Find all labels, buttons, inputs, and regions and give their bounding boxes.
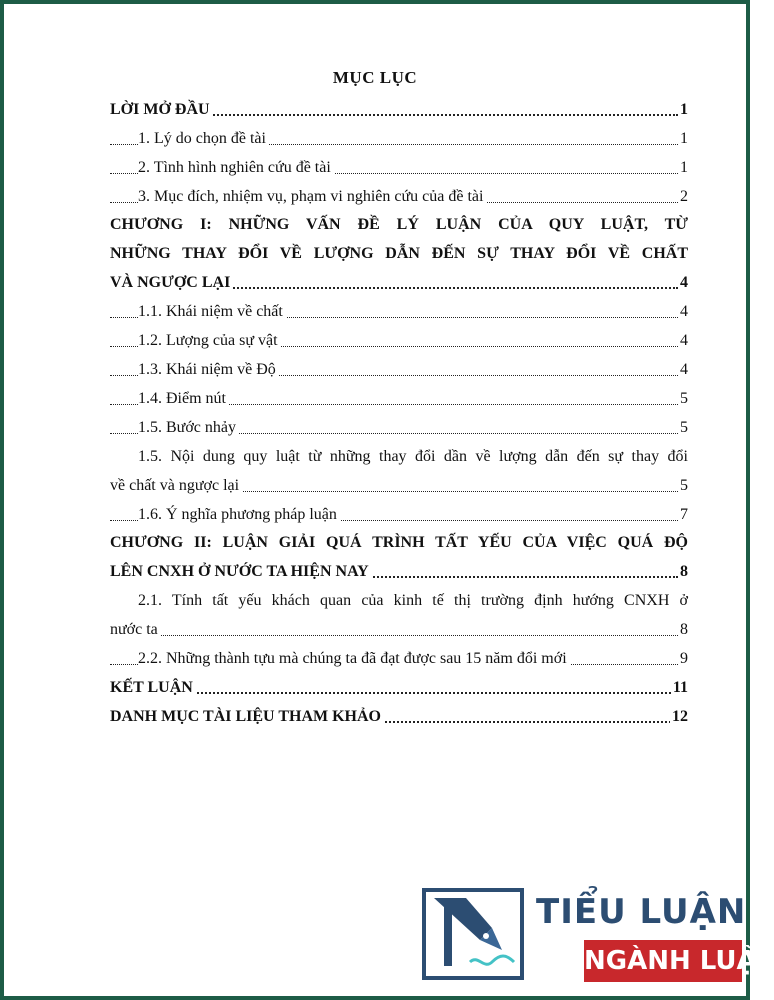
toc-entry-page: 4	[680, 274, 688, 291]
toc-entry-label: 1.4. Điểm nút	[138, 390, 229, 407]
toc-entry-label: KẾT LUẬN	[110, 679, 196, 696]
toc-entry-1-5-noi-dung-line-1[interactable]: 1.5. Nội dung quy luật từ những thay đổi dần về lượng dẫn đến sự thay đổi	[138, 448, 688, 465]
toc-entry-page: 5	[680, 477, 688, 494]
toc-entry-1-5-noi-dung[interactable]	[110, 476, 688, 496]
toc-entry-page: 8	[680, 563, 688, 580]
toc-entry-label: LÊN CNXH Ở NƯỚC TA HIỆN NAY	[110, 563, 372, 580]
toc-entry-ly-do[interactable]	[110, 129, 688, 149]
toc-entry-tinh-hinh[interactable]	[110, 158, 688, 178]
toc-chapter-1-line-2[interactable]: NHỮNG THAY ĐỔI VỀ LƯỢNG DẪN ĐẾN SỰ THAY ĐỔI VỀ CHẤT	[110, 245, 688, 262]
toc-entry-muc-dich[interactable]	[110, 187, 688, 207]
logo-text-nganh-luat: NGÀNH LUẬT	[584, 940, 742, 982]
logo-text-tieu-luan: TIỂU LUẬN	[536, 892, 747, 932]
toc-entry-label: LỜI MỞ ĐẦU	[110, 101, 213, 118]
toc-entry-page: 8	[680, 621, 688, 638]
toc-entry-page: 7	[680, 506, 688, 523]
toc-entry-label: 2. Tình hình nghiên cứu đề tài	[138, 159, 334, 176]
toc-entry-label: 3. Mục đích, nhiệm vụ, phạm vi nghiên cứu của đề tài	[138, 188, 486, 205]
toc-entry-page: 4	[680, 361, 688, 378]
toc-entry-page: 5	[680, 419, 688, 436]
toc-entry-2-2[interactable]	[110, 649, 688, 669]
toc-entry-2-1-line-1[interactable]: 2.1. Tính tất yếu khách quan của kinh tế thị trường định hướng CNXH ở	[138, 592, 688, 609]
toc-entry-1-4[interactable]	[110, 389, 688, 409]
toc-chapter-2-line-1[interactable]: CHƯƠNG II: LUẬN GIẢI QUÁ TRÌNH TẤT YẾU CỦA VIỆC QUÁ ĐỘ	[110, 534, 688, 551]
toc-entry-page: 4	[680, 303, 688, 320]
tieu-luan-nganh-luat-logo	[422, 888, 774, 996]
toc-entry-page: 1	[680, 101, 688, 118]
toc-entry-label: 1.3. Khái niệm về Độ	[138, 361, 279, 378]
toc-entry-tai-lieu[interactable]	[110, 707, 688, 727]
toc-entry-label: 1. Lý do chọn đề tài	[138, 130, 269, 147]
toc-entry-page: 4	[680, 332, 688, 349]
toc-entry-page: 11	[672, 679, 688, 696]
toc-entry-label: VÀ NGƯỢC LẠI	[110, 274, 233, 291]
toc-entry-page: 12	[672, 708, 688, 725]
toc-entry-page: 9	[680, 650, 688, 667]
toc-entry-1-6[interactable]	[110, 505, 688, 525]
toc-entry-chuong-2[interactable]	[110, 562, 688, 582]
toc-entry-label: 1.2. Lượng của sự vật	[138, 332, 281, 349]
toc-entry-2-1[interactable]	[110, 620, 688, 640]
toc-entry-page: 1	[680, 159, 688, 176]
toc-entry-label: 1.6. Ý nghĩa phương pháp luận	[138, 506, 340, 523]
toc-entry-label: về chất và ngược lại	[110, 477, 242, 494]
toc-entry-page: 2	[680, 188, 688, 205]
toc-entry-1-3[interactable]	[110, 360, 688, 380]
toc-entry-page: 5	[680, 390, 688, 407]
toc-entry-label: 1.5. Bước nhảy	[138, 419, 239, 436]
page-title: MỤC LỤC	[332, 68, 418, 87]
toc-entry-page: 1	[680, 130, 688, 147]
pen-nib-icon	[422, 888, 524, 980]
toc-entry-label: DANH MỤC TÀI LIỆU THAM KHẢO	[110, 708, 384, 725]
toc-entry-1-2[interactable]	[110, 331, 688, 351]
toc-entry-ket-luan[interactable]	[110, 678, 688, 698]
toc-entry-1-1[interactable]	[110, 302, 688, 322]
toc-entry-label: 2.2. Những thành tựu mà chúng ta đã đạt được sau 15 năm đổi mới	[138, 650, 570, 667]
toc-chapter-1-line-1[interactable]: CHƯƠNG I: NHỮNG VẤN ĐỀ LÝ LUẬN CỦA QUY LUẬT, TỪ	[110, 216, 688, 233]
toc-entry-loi-mo-dau[interactable]	[110, 100, 688, 120]
toc-entry-1-5-buoc-nhay[interactable]	[110, 418, 688, 438]
toc-entry-label: nước ta	[110, 621, 161, 638]
toc-entry-chuong-1[interactable]	[110, 273, 688, 293]
toc-entry-label: 1.1. Khái niệm về chất	[138, 303, 286, 320]
